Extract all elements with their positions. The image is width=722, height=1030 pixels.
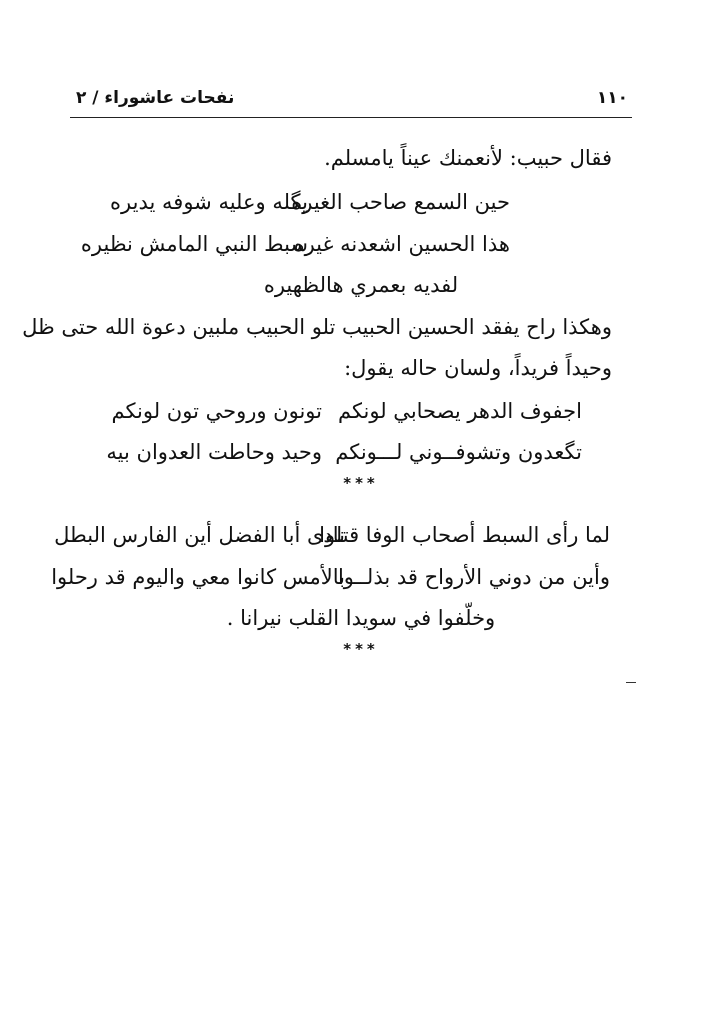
- section-separator: ***: [343, 640, 379, 658]
- section-separator: ***: [343, 474, 379, 492]
- intro-line: فقال حبيب: لأنعمنك عيناً يامسلم.: [324, 146, 612, 170]
- poem2-verse1-second-hemistich: تونون وروحي تون لونكم: [111, 399, 322, 423]
- poem3-verse2-second-hemistich: بالأمس كانوا معي واليوم قد رحلوا: [51, 565, 345, 589]
- prose-line-1: وهكذا راح يفقد الحسين الحبيب تلو الحبيب ملبين دعوة الله حتى ظل: [22, 315, 612, 339]
- poem3-closing-line: وخلّفوا في سويدا القلب نيرانا .: [226, 606, 496, 630]
- poem2-verse2-second-hemistich: وحيد وحاطت العدوان بيه: [106, 440, 322, 464]
- poem2-verse1-first-hemistich: اجفوف الدهر يصحابي لونكم: [337, 399, 582, 423]
- poem1-closing-line: لفديه بعمري هالظهيره: [263, 273, 459, 297]
- poem3-verse1-first-hemistich: لما رأى السبط أصحاب الوفا قتلوا: [319, 523, 610, 547]
- poem1-verse2-first-hemistich: هذا الحسين اشعدنه غيره: [293, 232, 510, 256]
- poem1-verse2-second-hemistich: سبط النبي المامش نظيره: [80, 232, 308, 256]
- running-title: نفحات عاشوراء / ٢: [76, 88, 235, 108]
- header-divider: [70, 117, 632, 118]
- prose-line-2: وحيداً فريداً، ولسان حاله يقول:: [344, 356, 612, 380]
- poem1-verse1-first-hemistich: حين السمع صاحب الغيره: [291, 190, 510, 214]
- poem1-verse1-second-hemistich: يگله وعليه شوفه يديره: [110, 190, 308, 214]
- page-number: ١١٠: [596, 88, 628, 108]
- page-header: [70, 84, 632, 114]
- poem3-verse2-first-hemistich: وأين من دوني الأرواح قد بذلــوا: [337, 565, 610, 589]
- poem2-verse2-first-hemistich: تگعدون وتشوفــوني لـــونكم: [335, 440, 582, 464]
- margin-mark: [626, 682, 636, 683]
- poem3-verse1-second-hemistich: نادى أبا الفضل أين الفارس البطل: [54, 523, 345, 547]
